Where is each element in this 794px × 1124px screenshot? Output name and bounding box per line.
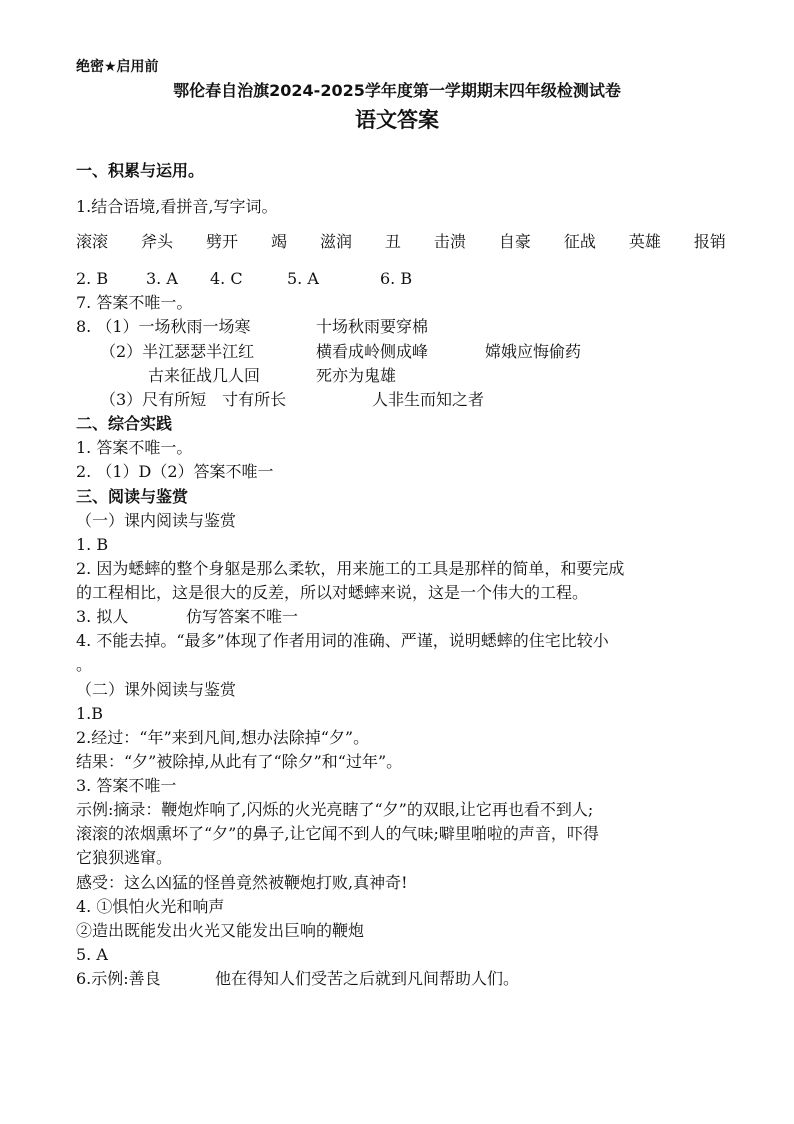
s1-q8-1a: 8. （1）一场秋雨一场寒: [76, 317, 251, 336]
s1-q2: 2. B: [76, 269, 109, 288]
exam-title: 鄂伦春自治旗2024-2025学年度第一学期期末四年级检测试卷: [173, 81, 621, 100]
p1-q4-line1: 4. 不能去掉。“最多”体现了作者用词的准确、严谨，说明蟋蟀的住宅比较小: [76, 631, 609, 650]
word-answer: 滋润: [319, 232, 352, 251]
word-answer: 劈开: [205, 232, 238, 251]
s1-q6: 6. B: [380, 269, 413, 288]
p1-q1: 1. B: [76, 535, 109, 554]
p1-q2-line2: 的工程相比，这是很大的反差，所以对蟋蟀来说，这是一个伟大的工程。: [76, 583, 589, 602]
word-answer: 征战: [563, 232, 596, 251]
p2-q1: 1.B: [76, 704, 104, 723]
s2-q1: 1. 答案不唯一。: [76, 438, 193, 457]
p2-q4-line2: ②造出既能发出火光又能发出巨响的鞭炮: [76, 921, 365, 940]
word-answer: 击溃: [433, 232, 466, 251]
s1-q3: 3. A: [146, 269, 178, 288]
section3-title: 三、阅读与鉴赏: [76, 487, 189, 506]
p1-q3b: 仿写答案不唯一: [186, 607, 299, 626]
s1-q8-3a: （3）尺有所短 寸有所长: [100, 390, 287, 409]
s1-q8-1b: 十场秋雨要穿棉: [316, 317, 429, 336]
s1-q5: 5. A: [287, 269, 319, 288]
s1-q8-2b: 横看成岭侧成峰: [316, 342, 429, 361]
p2-q3: 3. 答案不唯一: [76, 776, 177, 795]
p2-q4-line1: 4. ①惧怕火光和响声: [76, 897, 225, 916]
s1-q8-3b: 人非生而知之者: [372, 390, 485, 409]
word-answer: 丑: [384, 232, 401, 251]
secret-label: 绝密★启用前: [76, 59, 159, 75]
p2-q6a: 6.示例:善良: [76, 969, 161, 988]
part1-title: （一）课内阅读与鉴赏: [76, 511, 237, 530]
word-answer-row: [76, 232, 726, 252]
s2-q2: 2. （1）D（2）答案不唯一: [76, 462, 274, 481]
section2-title: 二、综合实践: [76, 414, 173, 433]
word-answer: 斧头: [140, 232, 173, 251]
s1-q1: 1.结合语境,看拼音,写字词。: [76, 197, 278, 216]
p2-q3-example-line1: 示例:摘录：鞭炮炸响了,闪烁的火光亮瞎了“夕”的双眼,让它再也看不到人;: [76, 800, 594, 819]
p1-q2-line1: 2. 因为蟋蟀的整个身躯是那么柔软，用来施工的工具是那样的简单，和要完成: [76, 559, 625, 578]
s1-q7: 7. 答案不唯一。: [76, 293, 193, 312]
part2-title: （二）课外阅读与鉴赏: [76, 680, 237, 699]
word-answer: 自豪: [498, 232, 531, 251]
s1-q8-2e: 死亦为鬼雄: [316, 366, 397, 385]
s1-q8-2c: 嫦娥应悔偷药: [485, 342, 582, 361]
p2-q3-feeling: 感受：这么凶猛的怪兽竟然被鞭炮打败,真神奇!: [76, 873, 408, 892]
word-answer: 英雄: [628, 232, 661, 251]
s1-q4: 4. C: [210, 269, 243, 288]
p2-q3-example-line3: 它狼狈逃窜。: [76, 848, 173, 867]
word-answer: 竭: [270, 232, 287, 251]
word-answer: 滚滚: [76, 232, 109, 251]
p2-q2-line2: 结果：“夕”被除掉,从此有了“除夕”和“过年”。: [76, 752, 403, 771]
subject-title: 语文答案: [355, 107, 439, 132]
word-answer: 报销: [693, 232, 726, 251]
section1-title: 一、积累与运用。: [76, 161, 205, 180]
s1-q8-2a: （2）半江瑟瑟半江红: [100, 342, 255, 361]
p2-q2-line1: 2.经过：“年”来到凡间,想办法除掉“夕”。: [76, 728, 370, 747]
p1-q4-line2: 。: [76, 655, 93, 674]
p2-q6b: 他在得知人们受苦之后就到凡间帮助人们。: [215, 969, 520, 988]
p2-q5: 5. A: [76, 945, 108, 964]
p1-q3a: 3. 拟人: [76, 607, 129, 626]
s1-q8-2d: 古来征战几人回: [148, 366, 261, 385]
p2-q3-example-line2: 滚滚的浓烟熏坏了“夕”的鼻子,让它闻不到人的气味;噼里啪啦的声音，吓得: [76, 824, 599, 843]
